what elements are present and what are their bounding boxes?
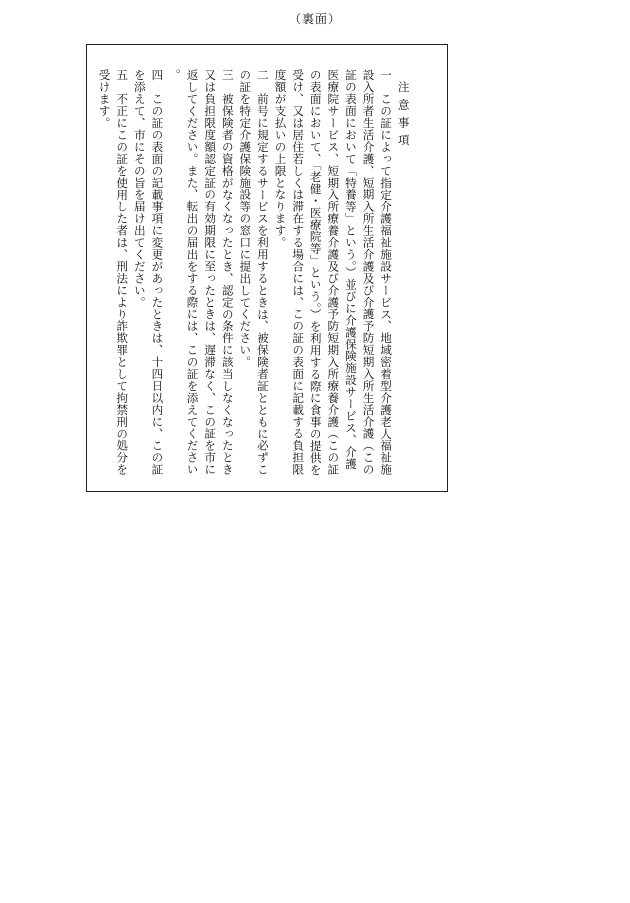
notice-item-2: [236, 59, 271, 479]
notice-item-5: [95, 59, 130, 479]
item-text: 不正にこの証を使用した者は、刑法により詐欺罪として拘禁刑の処分を受けます。: [97, 69, 130, 476]
notice-text-column: [95, 59, 412, 479]
item-number: 三: [220, 69, 235, 81]
notice-item-3: [165, 59, 235, 479]
item-text: 前号に規定するサービスを利用するときは、被保険者証とともに必ずこの証を特定介護保険施設等の窓口に提出してください。: [238, 69, 270, 476]
item-number: 二: [255, 69, 270, 81]
item-text: この証によって指定介護福祉施設サービス、地域密着型介護老人福祉施設入所者生活介護、短期入所生活介護及び介護予防短期入所生活介護（この証の表面において「特養等」という。）並びに介護保険施設サービス、介護医療院サービス、短期入所療養介護及び介護予防短期入所療養介護（この証の表面において、「老健・医療院等」という。）を利用する際に食事の提供を受け、又は居住若しくは滞在する場合には、この証の表面に記載する負担限度額が支払いの上限となります。: [273, 69, 394, 476]
notice-item-1: [271, 59, 394, 479]
notice-title: 注意事項: [396, 81, 411, 152]
item-text: この証の表面の記載事項に変更があったときは、十四日以内に、この証を添えて、市にその旨を届け出てください。: [132, 69, 165, 476]
notice-item-4: [130, 59, 165, 479]
notice-box: [86, 44, 448, 492]
item-number: 五: [115, 69, 130, 81]
item-text: 被保険者の資格がなくなったとき、認定の条件に該当しなくなったとき又は負担限度額認定証の有効期限に至ったときは、遅滞なく、この証を市に返してください。また、転出の届出をする際には、この証を添えてください。: [167, 69, 235, 476]
item-number: 一: [379, 69, 394, 81]
page-heading: （裏面）: [288, 12, 341, 26]
item-number: 四: [150, 69, 165, 81]
